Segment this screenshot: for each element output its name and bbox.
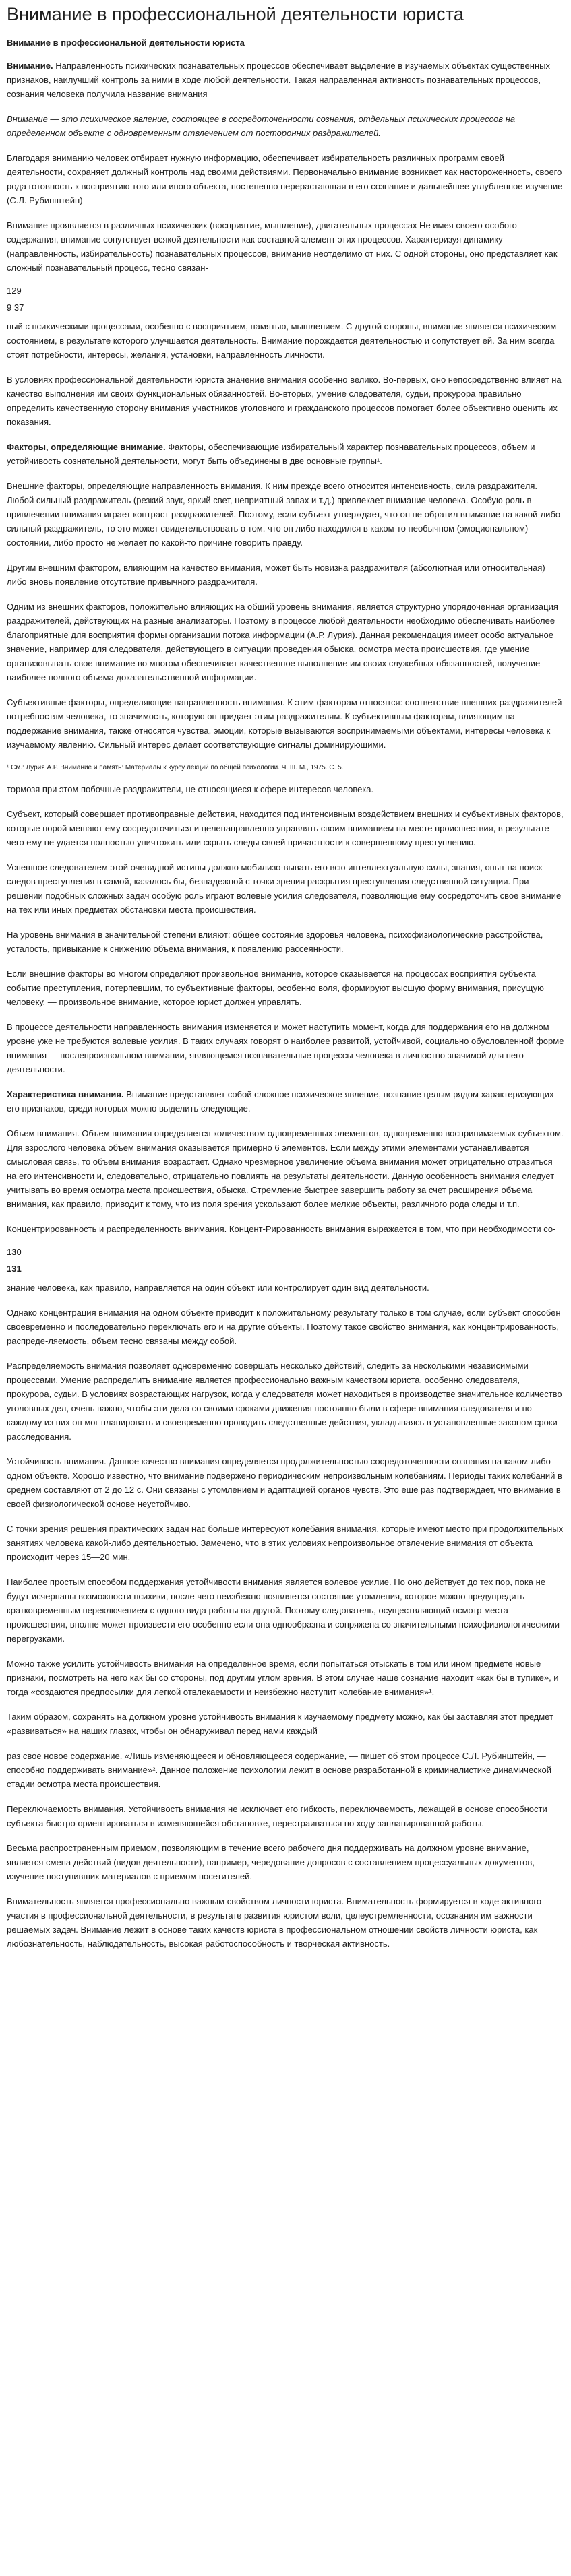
paragraph: Внешние факторы, определяющие направленность внимания. К ним прежде всего относится интенсивность, сила раздражителя. Любой сильный раздражитель (резкий звук, яркий свет, неприятный запах и т.д.) привлекает внимание человека. Особую роль в привлечении внимания играет контраст раздражителей. Поэтому, если субъект утверждает, что он не обратил внимание на какой-либо сильный раздражитель, то это может свидетельствовать о том, что он либо находился в каком-то необычном (эмоциональном) состоянии, либо просто не желает по какой-то причине говорить правду. bbox=[7, 481, 561, 548]
paragraph-lead: Характеристика внимания. bbox=[7, 1089, 124, 1099]
paragraph-text: Внимание представляет собой сложное психическое явление, познание целым рядом характеризующих его признаков, среди которых можно выделить следующие. bbox=[7, 1089, 554, 1114]
page-title: Внимание в профессиональной деятельности юриста bbox=[7, 4, 564, 28]
paragraph: Таким образом, сохранять на должном уровне устойчивость внимания к изучаемому предмету можно, как бы заставляя этот предмет «развиваться» на наших глазах, чтобы он обнаруживал перед нами каждый bbox=[7, 1712, 553, 1736]
paragraph: Устойчивость внимания. Данное качество внимания определяется продолжительностью сосредоточенности сознания на каком-либо одном объекте. Хорошо известно, что внимание подвержено периодическим непроизвольным колебаниям. Периоды таких колебаний в среднем составляют от 2 до 12 с. Они связаны с утомлением и адаптацией органов чувств. Это еще раз подтверждает, что внимание в своей физиологической основе неустойчиво. bbox=[7, 1456, 562, 1509]
paragraph-lead: Внимание. bbox=[7, 61, 53, 71]
paragraph-lead: Факторы, определяющие внимание. bbox=[7, 442, 166, 452]
paragraph: Концентрированность и распределенность внимания. Концент-Рированность внимания выражается в том, что при необходимости со- bbox=[7, 1224, 556, 1234]
paragraph: Однако концентрация внимания на одном объекте приводит к положительному результату только в том случае, если субъект способен своевременно и последовательно переключать его и на другие объекты. Поэтому такое свойство внимания, как концентрированность, распреде-ляемость, объем тесно связаны между собой. bbox=[7, 1308, 561, 1346]
page-number: 129 bbox=[7, 286, 22, 296]
page-number: 130 bbox=[7, 1247, 22, 1257]
section-heading: Внимание в профессиональной деятельности юриста bbox=[7, 38, 245, 48]
paragraph: Объем внимания. Объем внимания определяется количеством одновременных элементов, одновременно воспринимаемых субъектом. Для взрослого человека объем внимания оказывается примерно 6 элементов. Если между этими элементами устанавливается смысловая связь, то объем внимания возрастает. Однако чрезмерное увеличение объема внимания может отрицательно отразиться на его интенсивности и, следовательно, отрицательно повлиять на результаты деятельности. Данную особенность внимания следует учитывать во время осмотра места происшествия, обыска. Стремление быстрее завершить работу за счет расширения объема внимания, как правило, приводит к тому, что из поля зрения ускользают более мелкие объекты, различного рода следы и т.п. bbox=[7, 1128, 564, 1209]
paragraph: Субъект, который совершает противоправные действия, находится под интенсивным воздействием внешних и субъективных факторов, которые порой мешают ему сосредоточиться и целенаправленно управлять своим вниманием на месте происшествия, в результате чего ему не удается полностью уничтожить или скрыть следы своей причастности к совершенному преступлению. bbox=[7, 809, 564, 847]
paragraph: Другим внешним фактором, влияющим на качество внимания, может быть новизна раздражителя (абсолютная или относительная) либо вновь появление отсутствие привычного раздражителя. bbox=[7, 562, 545, 587]
paragraph: В процессе деятельности направленность внимания изменяется и может наступить момент, когда для поддержания его на должном уровне уже не требуются волевые усилия. В таких случаях говорят о наиболее развитой, устойчивой, социально обусловленной форме внимания — послепроизвольном внимании, являющемся познавательные процессы человека в личностно значимой для него деятельности. bbox=[7, 1022, 564, 1074]
paragraph: Внимание проявляется в различных психических (восприятие, мышление), двигательных процессах Не имея своего особого содержания, внимание сопутствует всякой деятельности как составной элемент этих процессов. Характеризуя динамику (направленность, избирательность) познавательных процессов, внимание неотделимо от них. С одной стороны, оно представляет как сложный познавательный процесс, тесно связан- bbox=[7, 220, 558, 273]
paragraph: Весьма распространенным приемом, позволяющим в течение всего рабочего дня поддерживать на должном уровне внимание, является смена действий (видов деятельности), например, чередование допросов с составлением процессуальных документов, изучение поступивших материалов с приемом посетителей. bbox=[7, 1843, 535, 1881]
paragraph: Внимание — это психическое явление, состоящее в сосредоточенности сознания, отдельных психических процессов на определенном объекте с одновременным отвлечением от посторонних раздражителей. bbox=[7, 114, 516, 138]
page-number: 9 37 bbox=[7, 302, 24, 313]
paragraph: Благодаря вниманию человек отбирает нужную информацию, обеспечивает избирательность различных программ своей деятельности, сохраняет должный контроль над своими действиями. Первоначально внимание возникает как настороженность, своего рода готовность к восприятию того или иного объекта, постепенно перерастающая в его сознание и дальнейшее углубленное изучение (С.Л. Рубинштейн) bbox=[7, 153, 563, 205]
paragraph: Субъективные факторы, определяющие направленность внимания. К этим факторам относятся: соответствие внешних раздражителей потребностям человека, то значимость, которую он придает этим раздражителям. К субъективным факторам, влияющим на поддержание внимания, также относятся чувства, эмоции, которые вызываются воспринимаемыми объектами, интересы человека к изучаемому явлению. Сильный интерес делает соответствующие сигналы доминирующими. bbox=[7, 697, 562, 750]
footnote: ¹ См.: Лурия А.Р. Внимание и память: Материалы к курсу лекций по общей психологии. Ч. III. М., 1975. С. 5. bbox=[7, 764, 344, 771]
paragraph: Одним из внешних факторов, положительно влияющих на общий уровень внимания, является структурно упорядоченная организация раздражителей, действующих на разные анализаторы. Поэтому в процессе любой деятельности необходимо обеспечивать наиболее благоприятные для восприятия формы организации потока информации (А.Р. Лурия). Данная рекомендация имеет особо актуальное значение, например для следователя, действующего в ситуации проведения обыска, осмотра места происшествия, где умение организовывать свое внимание во многом обеспечивает качественное выполнение им своих служебных обязанностей, получение наиболее полного объема доказательственной информации. bbox=[7, 602, 558, 682]
paragraph: Можно также усилить устойчивость внимания на определенное время, если попытаться отыскать в том или ином предмете новые признаки, посмотреть на него как бы со стороны, под другим углом зрения. В этом случае наше сознание находит «как бы в тупике», и тогда «создаются предпосылки для легкой отвлекаемости и неизбежно наступит колебание внимания»¹. bbox=[7, 1659, 559, 1697]
paragraph bbox=[7, 440, 564, 468]
paragraph-text: Факторы, обеспечивающие избирательный характер познавательных процессов, объем и устойчивость сознательной деятельности, могут быть объединены в две основные группы¹. bbox=[7, 442, 535, 466]
paragraph: ный с психическими процессами, особенно с восприятием, памятью, мышлением. С другой стороны, внимание является психическим состоянием, в результате которого улучшается деятельность. Внимание порождается деятельностью и сопутствует ей. За ним всегда стоят потребности, интересы, желания, установки, направленность личности. bbox=[7, 321, 557, 360]
paragraph: Наиболее простым способом поддержания устойчивости внимания является волевое усилие. Но оно действует до тех пор, пока не будут исчерпаны возможности психики, после чего неизбежно появляется состояние утомления, которое можно предупредить кратковременным переключением с одного вида работы на другой. Поэтому следователь, осуществляющий осмотр места происшествия, вполне может произвести его особенно если она однообразна и сопряжена со значительными психофизиологическими перегрузками. bbox=[7, 1577, 560, 1644]
paragraph: Если внешние факторы во многом определяют произвольное внимание, которое сказывается на процессах восприятия субъекта событие преступления, потерпевшим, то субъективные факторы, особенно воля, формируют высшую форму внимания, присущую человеку, — произвольное внимание, которое юрист должен управлять. bbox=[7, 969, 544, 1007]
paragraph bbox=[7, 59, 564, 101]
paragraph: С точки зрения решения практических задач нас больше интересуют колебания внимания, которые имеют место при продолжительных занятиях человека какой-либо деятельностью. Замечено, что в этих условиях непроизвольное отвлечение внимания от объекта происходит через 15—20 мин. bbox=[7, 1524, 564, 1562]
paragraph bbox=[7, 1087, 564, 1116]
paragraph: Успешное следователем этой очевидной истины должно мобилизо-вывать его всю интеллектуальную силы, знания, опыт на поиск следов преступления в самой, казалось бы, безнадежной с точки зрения раскрытия преступления следственной ситуации. При решении подобных сложных задач особую роль играют волевые усилия следователя, позволяющие ему сосредоточить свое внимание на тех или иных предметах обстановки места происшествия. bbox=[7, 862, 562, 915]
paragraph: тормозя при этом побочные раздражители, не относящиеся к сфере интересов человека. bbox=[7, 784, 374, 794]
paragraph: В условиях профессиональной деятельности юриста значение внимания особенно велико. Во-первых, оно непосредственно влияет на качество выполнения им своих функциональных обязанностей. Во-вторых, умение следователя, судьи, прокурора правильно определить качественную сторону внимания участников уголовного и гражданского процессов помогает более объективно оценить их показания. bbox=[7, 375, 562, 427]
paragraph: На уровень внимания в значительной степени влияют: общее состояние здоровья человека, психофизиологические расстройства, усталость, привыкание к снижению объема внимания, к появлению рассеянности. bbox=[7, 930, 543, 954]
paragraph: Переключаемость внимания. Устойчивость внимания не исключает его гибкость, переключаемость, лежащей в основе способности субъекта быстро ориентироваться в изменяющейся обстановке, перестраиваться по ходу запланированной работы. bbox=[7, 1804, 547, 1828]
page-number: 131 bbox=[7, 1264, 22, 1274]
document-body bbox=[7, 59, 564, 1951]
paragraph: знание человека, как правило, направляется на один объект или контролирует один вид деятельности. bbox=[7, 1283, 429, 1293]
paragraph: Внимательность является профессионально важным свойством личности юриста. Внимательность формируется в ходе активного участия в профессиональной деятельности, в результате развития юристом воли, целеустремленности, осознания им важности решаемых задач. Внимание лежит в основе таких качеств юриста в профессиональном отношении свойств личности юриста, как любознательность, наблюдательность, высокая работоспособность и творческая активность. bbox=[7, 1896, 542, 1949]
paragraph: Распределяемость внимания позволяет одновременно совершать несколько действий, следить за несколькими независимыми процессами. Умение распределить внимание является профессионально важным качеством юриста, особенно следователя, прокурора, судьи. В условиях возрастающих нагрузок, когда у следователя может находиться в производстве значительное количество уголовных дел, очень важно, чтобы эти дела со своими сроками движения постоянно были в сфере внимания следователя и по каждому из них он мог планировать и своевременно проводить следственные действия, укладываясь в установленные законом сроки расследования. bbox=[7, 1361, 562, 1442]
paragraph-text: Направленность психических познавательных процессов обеспечивает выделение в изучаемых объектах существенных признаков, наилучший контроль за ними в ходе любой деятельности. Такая направленная активность познавательных процессов, сознания человека получила название внимания bbox=[7, 61, 550, 99]
paragraph: раз свое новое содержание. «Лишь изменяющееся и обновляющееся содержание, — пишет об этом процессе С.Л. Рубинштейн, — способно поддерживать внимание»². Данное положение психологии лежит в основе разработанной в криминалистике динамической стадии осмотра места происшествия. bbox=[7, 1751, 552, 1789]
